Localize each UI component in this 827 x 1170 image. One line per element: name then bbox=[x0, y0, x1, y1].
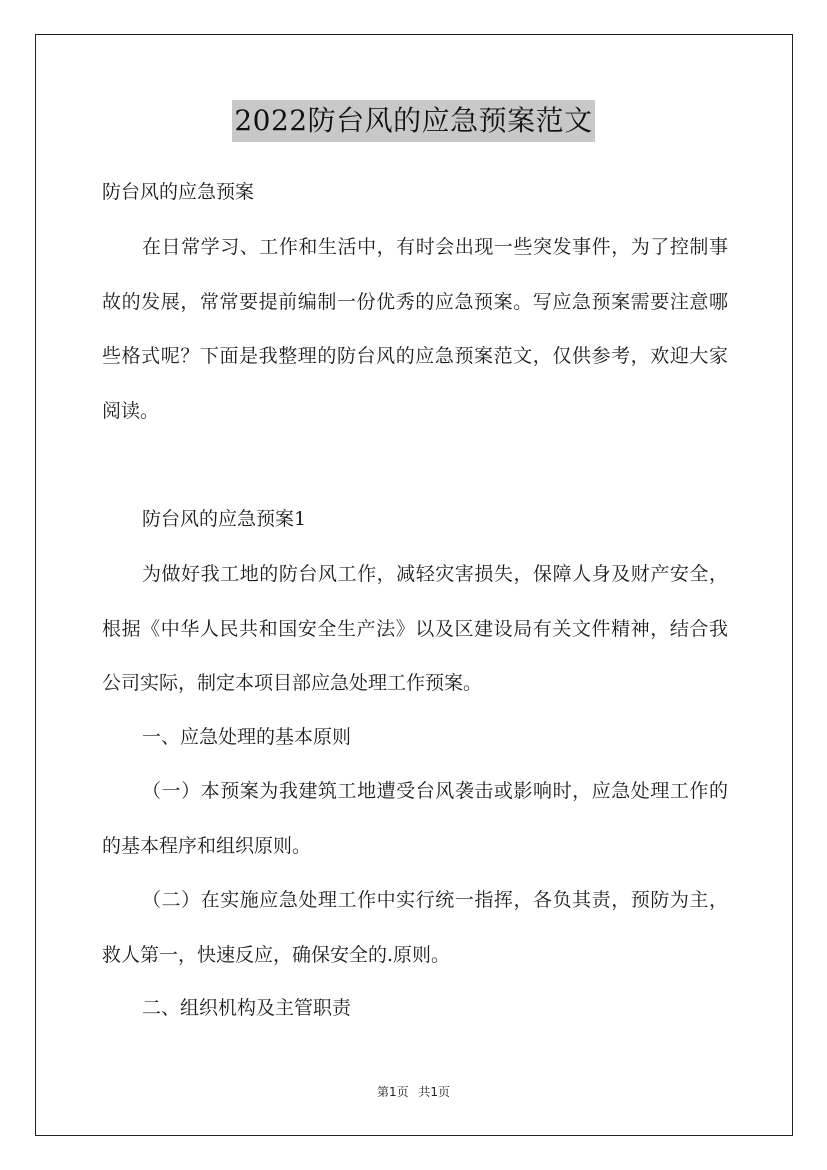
plan-heading: 防台风的应急预案1 bbox=[142, 508, 307, 530]
page-footer bbox=[0, 1083, 827, 1100]
title-container bbox=[0, 100, 827, 142]
principles-heading: 一、应急处理的基本原则 bbox=[142, 726, 352, 748]
document-title: 2022防台风的应急预案范文 bbox=[232, 100, 594, 142]
page-current: 第1页 bbox=[376, 1085, 409, 1099]
section-heading: 防台风的应急预案 bbox=[102, 181, 255, 203]
plan-purpose-paragraph: 为做好我工地的防台风工作，减轻灾害损失，保障人身及财产安全，根据《中华人民共和国安全生产法》以及区建设局有关文件精神，结合我公司实际，制定本项目部应急处理工作预案。 bbox=[102, 563, 728, 694]
page-total: 共1页 bbox=[418, 1085, 451, 1099]
principle-two-paragraph: （二）在实施应急处理工作中实行统一指挥，各负其责，预防为主，救人第一，快速反应，确保安全的.原则。 bbox=[102, 889, 728, 966]
organization-heading: 二、组织机构及主管职责 bbox=[142, 997, 352, 1019]
principle-one-paragraph: （一）本预案为我建筑工地遭受台风袭击或影响时，应急处理工作的的基本程序和组织原则。 bbox=[102, 780, 728, 857]
intro-paragraph: 在日常学习、工作和生活中，有时会出现一些突发事件，为了控制事故的发展，常常要提前编制一份优秀的应急预案。写应急预案需要注意哪些格式呢？下面是我整理的防台风的应急预案范文，仅供参考，欢迎大家阅读。 bbox=[102, 236, 728, 422]
